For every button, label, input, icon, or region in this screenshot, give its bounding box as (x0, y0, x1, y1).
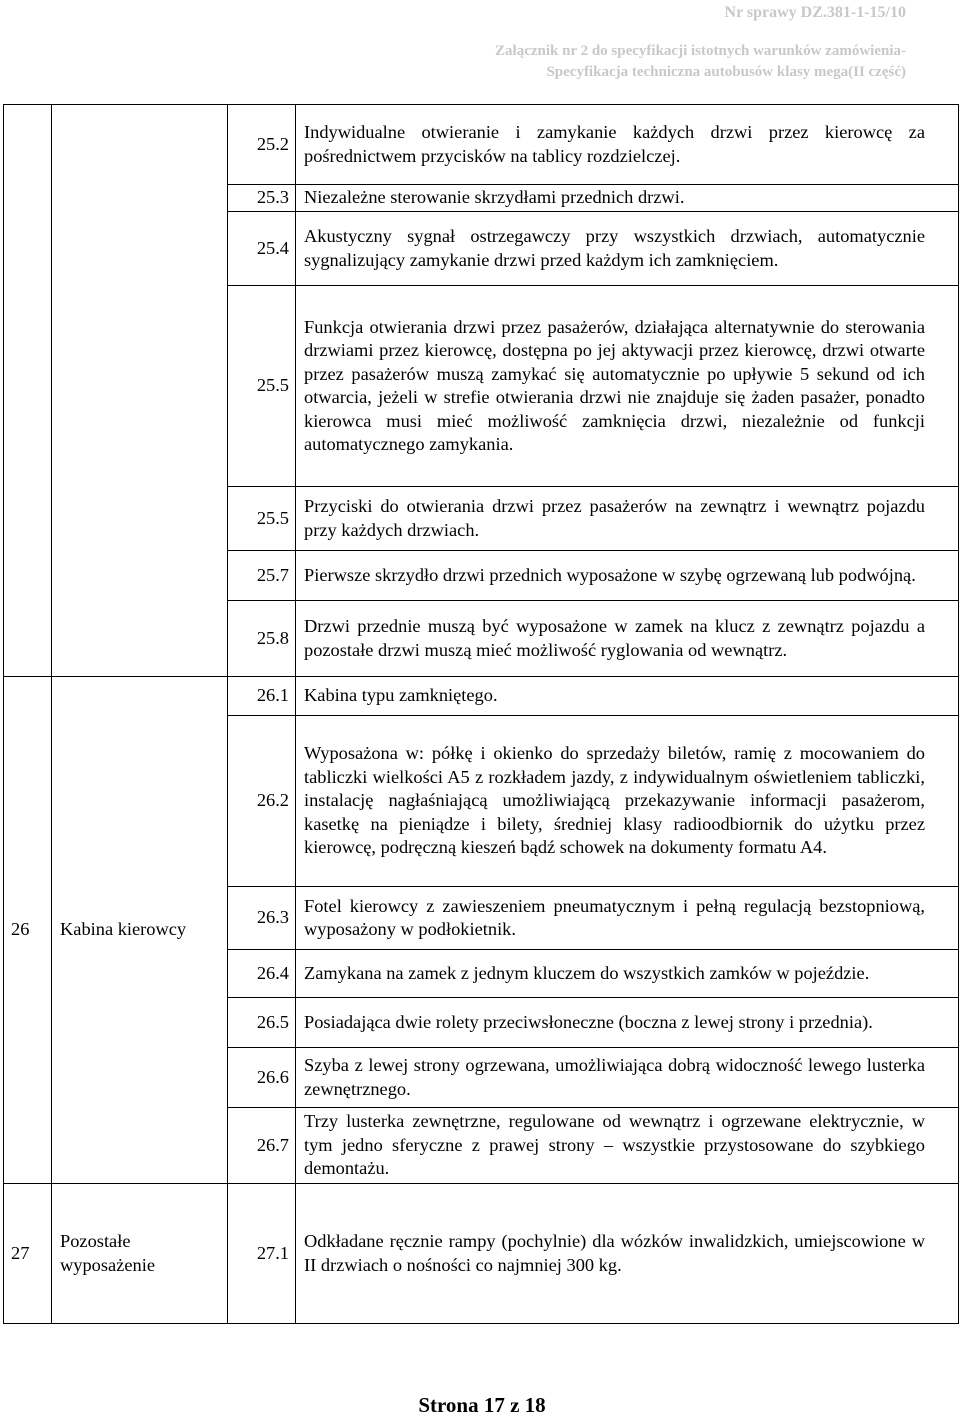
subsection-description: Odkładane ręcznie rampy (pochylnie) dla wózków inwalidzkich, umiejscowione w II drzwiach o nośności co najmniej 300 kg. (296, 1184, 959, 1324)
table-row (4, 105, 959, 185)
subsection-description: Szyba z lewej strony ogrzewana, umożliwiająca dobrą widoczność lewego lusterka zewnętrznego. (296, 1048, 959, 1108)
subsection-number: 25.7 (228, 551, 296, 601)
table-row (4, 1184, 959, 1324)
subsection-number: 25.2 (228, 105, 296, 185)
subsection-number: 25.5 (228, 286, 296, 487)
subsection-description: Trzy lusterka zewnętrzne, regulowane od wewnątrz i ogrzewane elektrycznie, w tym jedno sferyczne z prawej strony – wszystkie przystosowane do szybkiego demontażu. (296, 1108, 959, 1184)
subsection-description: Przyciski do otwierania drzwi przez pasażerów na zewnątrz i wewnątrz pojazdu przy każdych drzwiach. (296, 487, 959, 551)
specification-table (3, 104, 959, 1324)
subsection-description: Drzwi przednie muszą być wyposażone w zamek na klucz z zewnątrz pojazdu a pozostałe drzwi muszą mieć możliwość ryglowania od wewnątrz. (296, 601, 959, 677)
page-number: Strona 17 z 18 (418, 1393, 546, 1417)
subsection-description: Wyposażona w: półkę i okienko do sprzedaży biletów, ramię z mocowaniem do tabliczki wielkości A5 z rozkładem jazdy, z indywidualnym oświetleniem tabliczki, instalację nagłaśniającą umożliwiającą przekazywanie informacji pasażerom, kasetkę na pieniądze i bilety, średniej klasy radioodbiornik do użytku przez kierowcę, podręczną kieszeń bądź schowek na dokumenty formatu A4. (296, 716, 959, 887)
subsection-description: Indywidualne otwieranie i zamykanie każdych drzwi przez kierowcę za pośrednictwem przycisków na tablicy rozdzielczej. (296, 105, 959, 185)
specification-title: Specyfikacja techniczna autobusów klasy mega(II część) (546, 64, 906, 80)
subsection-description: Pierwsze skrzydło drzwi przednich wyposażone w szybę ogrzewaną lub podwójną. (296, 551, 959, 601)
table-row (4, 677, 959, 716)
subsection-number: 25.5 (228, 487, 296, 551)
section-number: 27 (4, 1184, 52, 1324)
subsection-number: 26.5 (228, 998, 296, 1048)
section-name: Kabina kierowcy (52, 677, 228, 1184)
subsection-description: Funkcja otwierania drzwi przez pasażerów, działająca alternatywnie do sterowania drzwiami przez kierowcę, dostępna po jej aktywacji przez kierowcę, drzwi otwarte przez pasażerów muszą zamykać się automatycznie po upływie 5 sekund od ich otwarcia, jeżeli w strefie otwierania drzwi nie znajduje się żaden pasażer, ponadto kierowca musi mieć możliwość zamknięcia drzwi, niezależnie od funkcji automatycznego zamykania. (296, 286, 959, 487)
subsection-description: Akustyczny sygnał ostrzegawczy przy wszystkich drzwiach, automatycznie sygnalizujący zamykanie drzwi przed każdym ich zamknięciem. (296, 212, 959, 286)
section-name: Pozostałe wyposażenie (52, 1184, 228, 1324)
subsection-description: Niezależne sterowanie skrzydłami przednich drzwi. (296, 185, 959, 212)
attachment-title: Załącznik nr 2 do specyfikacji istotnych warunków zamówienia- (495, 43, 906, 59)
subsection-number: 25.8 (228, 601, 296, 677)
subsection-number: 26.3 (228, 887, 296, 950)
subsection-number: 26.6 (228, 1048, 296, 1108)
subsection-description: Zamykana na zamek z jednym kluczem do wszystkich zamków w pojeździe. (296, 950, 959, 998)
subsection-number: 27.1 (228, 1184, 296, 1324)
subsection-description: Kabina typu zamkniętego. (296, 677, 959, 716)
subsection-number: 26.2 (228, 716, 296, 887)
section-number-cell (4, 105, 52, 677)
subsection-number: 26.4 (228, 950, 296, 998)
case-number: Nr sprawy DZ.381-1-15/10 (724, 4, 906, 21)
section-number: 26 (4, 677, 52, 1184)
subsection-description: Fotel kierowcy z zawieszeniem pneumatycznym i pełną regulacją bezstopniową, wyposażony w podłokietnik. (296, 887, 959, 950)
subsection-number: 26.1 (228, 677, 296, 716)
section-name-cell (52, 105, 228, 677)
subsection-number: 25.4 (228, 212, 296, 286)
subsection-description: Posiadająca dwie rolety przeciwsłoneczne (boczna z lewej strony i przednia). (296, 998, 959, 1048)
subsection-number: 25.3 (228, 185, 296, 212)
subsection-number: 26.7 (228, 1108, 296, 1184)
